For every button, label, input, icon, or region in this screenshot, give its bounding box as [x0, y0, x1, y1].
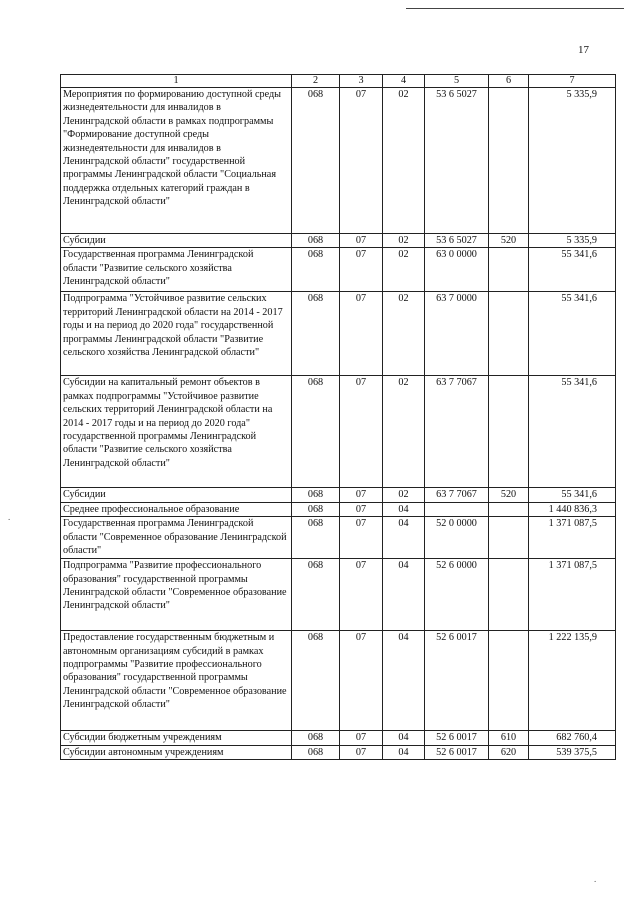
cell-subsection: 02 — [383, 292, 425, 376]
cell-subsection: 02 — [383, 376, 425, 488]
cell-expense-type — [489, 292, 529, 376]
table-row — [61, 488, 616, 502]
cell-subsection: 04 — [383, 731, 425, 745]
cell-ministry: 068 — [292, 502, 340, 516]
cell-amount: 55 341,6 — [529, 376, 616, 488]
cell-section: 07 — [340, 88, 383, 234]
cell-amount: 1 440 836,3 — [529, 502, 616, 516]
row-name: Субсидии — [61, 488, 292, 502]
cell-ministry: 068 — [292, 248, 340, 292]
cell-expense-type: 620 — [489, 745, 529, 759]
cell-ministry: 068 — [292, 631, 340, 731]
cell-expense-type: 610 — [489, 731, 529, 745]
header-cell: 6 — [489, 75, 529, 88]
table-row — [61, 248, 616, 292]
page-number: 17 — [578, 44, 589, 56]
cell-subsection: 04 — [383, 502, 425, 516]
header-cell: 2 — [292, 75, 340, 88]
table-row — [61, 88, 616, 234]
cell-subsection: 02 — [383, 488, 425, 502]
cell-expense-type — [489, 559, 529, 631]
cell-section: 07 — [340, 631, 383, 731]
row-name: Субсидии автономным учреждениям — [61, 745, 292, 759]
row-name: Мероприятия по формированию доступной среды жизнедеятельности для инвалидов в Ленинградской области в рамках подпрограммы "Формирование доступной среды жизнедеятельности для инвалидов в Ленинградской области" государственной программы Ленинградской области "Социальная поддержка отдельных категорий граждан в Ленинградской области" — [61, 88, 292, 234]
table-row — [61, 745, 616, 759]
cell-target-article: 63 7 7067 — [425, 488, 489, 502]
cell-ministry: 068 — [292, 517, 340, 559]
cell-expense-type — [489, 631, 529, 731]
cell-section: 07 — [340, 488, 383, 502]
cell-amount: 5 335,9 — [529, 88, 616, 234]
table-row — [61, 517, 616, 559]
cell-section: 07 — [340, 234, 383, 248]
cell-expense-type — [489, 517, 529, 559]
table-row — [61, 502, 616, 516]
cell-amount: 1 371 087,5 — [529, 559, 616, 631]
cell-target-article: 63 7 7067 — [425, 376, 489, 488]
row-name: Государственная программа Ленинградской области "Современное образование Ленинградской области" — [61, 517, 292, 559]
scan-speck: . — [8, 512, 11, 522]
header-cell: 1 — [61, 75, 292, 88]
cell-amount: 55 341,6 — [529, 292, 616, 376]
cell-section: 07 — [340, 517, 383, 559]
cell-section: 07 — [340, 731, 383, 745]
cell-amount: 55 341,6 — [529, 488, 616, 502]
row-name: Подпрограмма "Развитие профессионального образования" государственной программы Ленинградской области "Современное образование Ленинградской области" — [61, 559, 292, 631]
cell-amount: 5 335,9 — [529, 234, 616, 248]
table-header-row — [61, 75, 616, 88]
cell-expense-type: 520 — [489, 234, 529, 248]
cell-target-article: 63 7 0000 — [425, 292, 489, 376]
cell-target-article: 52 6 0017 — [425, 731, 489, 745]
cell-subsection: 02 — [383, 88, 425, 234]
table-row — [61, 234, 616, 248]
cell-ministry: 068 — [292, 292, 340, 376]
budget-table — [60, 74, 616, 760]
cell-subsection: 04 — [383, 631, 425, 731]
cell-subsection: 04 — [383, 517, 425, 559]
table-row — [61, 559, 616, 631]
cell-subsection: 04 — [383, 745, 425, 759]
cell-ministry: 068 — [292, 376, 340, 488]
cell-section: 07 — [340, 559, 383, 631]
row-name: Субсидии на капитальный ремонт объектов в рамках подпрограммы "Устойчивое развитие сельских территорий Ленинградской области на 2014 - 2017 годы и на период до 2020 года" государственной программы Ленинградской области "Развитие сельского хозяйства Ленинградской области" — [61, 376, 292, 488]
cell-amount: 1 371 087,5 — [529, 517, 616, 559]
cell-target-article: 52 6 0017 — [425, 745, 489, 759]
cell-target-article: 52 6 0000 — [425, 559, 489, 631]
cell-target-article: 52 6 0017 — [425, 631, 489, 731]
cell-target-article — [425, 502, 489, 516]
top-rule — [406, 8, 624, 9]
header-cell: 4 — [383, 75, 425, 88]
cell-expense-type — [489, 502, 529, 516]
cell-expense-type: 520 — [489, 488, 529, 502]
cell-ministry: 068 — [292, 745, 340, 759]
cell-expense-type — [489, 248, 529, 292]
cell-ministry: 068 — [292, 488, 340, 502]
cell-amount: 55 341,6 — [529, 248, 616, 292]
cell-ministry: 068 — [292, 559, 340, 631]
header-cell: 7 — [529, 75, 616, 88]
cell-section: 07 — [340, 376, 383, 488]
row-name: Субсидии бюджетным учреждениям — [61, 731, 292, 745]
cell-expense-type — [489, 88, 529, 234]
cell-amount: 539 375,5 — [529, 745, 616, 759]
cell-subsection: 02 — [383, 248, 425, 292]
cell-target-article: 52 0 0000 — [425, 517, 489, 559]
cell-section: 07 — [340, 745, 383, 759]
cell-section: 07 — [340, 292, 383, 376]
table-row — [61, 292, 616, 376]
cell-ministry: 068 — [292, 88, 340, 234]
cell-ministry: 068 — [292, 731, 340, 745]
header-cell: 5 — [425, 75, 489, 88]
row-name: Субсидии — [61, 234, 292, 248]
cell-expense-type — [489, 376, 529, 488]
cell-ministry: 068 — [292, 234, 340, 248]
cell-subsection: 02 — [383, 234, 425, 248]
cell-amount: 1 222 135,9 — [529, 631, 616, 731]
scan-speck: . — [594, 874, 597, 884]
row-name: Государственная программа Ленинградской области "Развитие сельского хозяйства Ленинградской области" — [61, 248, 292, 292]
row-name: Среднее профессиональное образование — [61, 502, 292, 516]
cell-target-article: 53 6 5027 — [425, 88, 489, 234]
cell-section: 07 — [340, 502, 383, 516]
cell-target-article: 53 6 5027 — [425, 234, 489, 248]
table-row — [61, 731, 616, 745]
cell-target-article: 63 0 0000 — [425, 248, 489, 292]
row-name: Подпрограмма "Устойчивое развитие сельских территорий Ленинградской области на 2014 - 2017 годы и на период до 2020 года" государственной программы Ленинградской области "Развитие сельского хозяйства Ленинградской области" — [61, 292, 292, 376]
header-cell: 3 — [340, 75, 383, 88]
row-name: Предоставление государственным бюджетным и автономным организациям субсидий в рамках подпрограммы "Развитие профессионального образования" государственной программы Ленинградской области "Современное образование Ленинградской области" — [61, 631, 292, 731]
table-row — [61, 376, 616, 488]
cell-amount: 682 760,4 — [529, 731, 616, 745]
cell-subsection: 04 — [383, 559, 425, 631]
table-row — [61, 631, 616, 731]
cell-section: 07 — [340, 248, 383, 292]
